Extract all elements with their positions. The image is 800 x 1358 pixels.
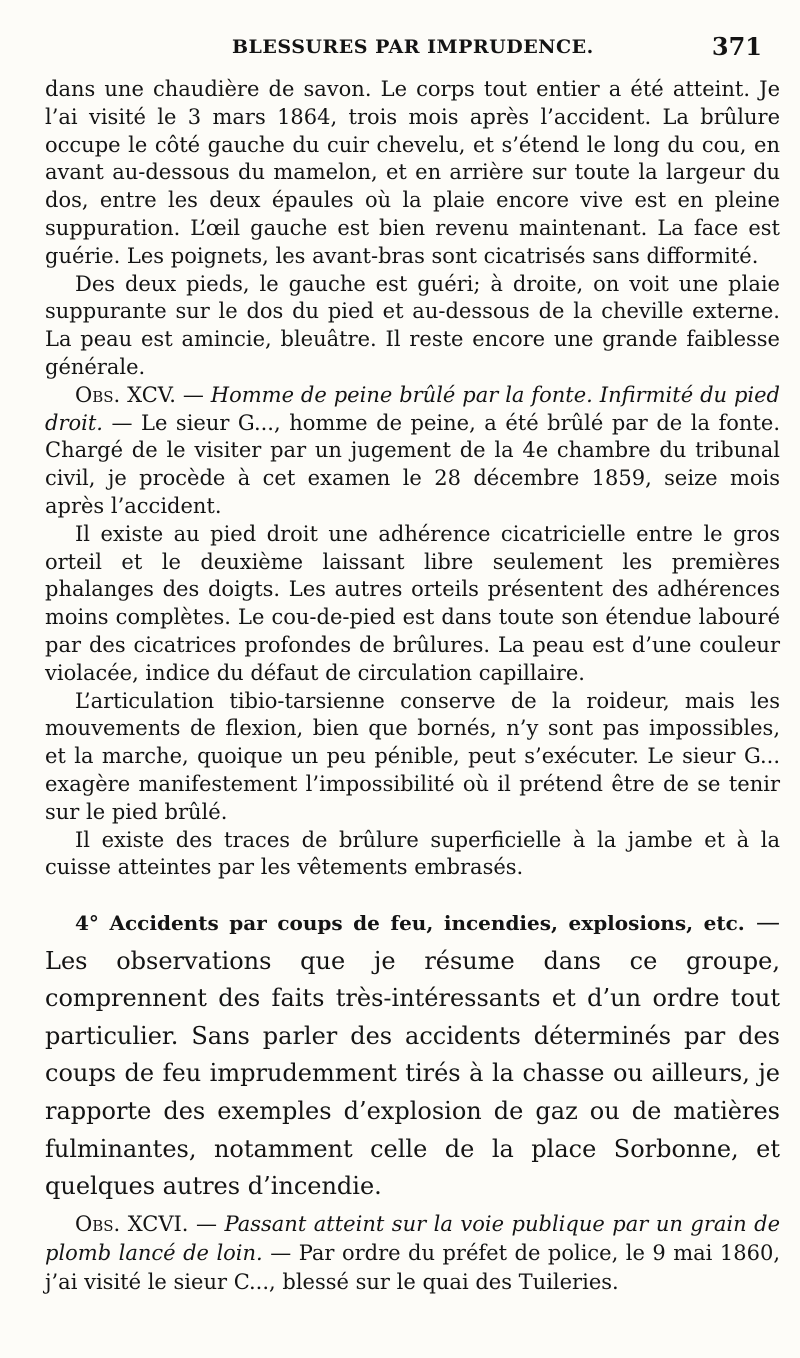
observation-95-title: Homme de peine brûlé par la fonte. Infirmité du pied droit. (45, 382, 780, 435)
observation-96-text: — Par ordre du préfet de police, le 9 mai 1860, j’ai visité le sieur C..., blessé sur le quai des Tuileries. (45, 1240, 781, 1294)
page-number: 371 (711, 32, 762, 61)
observation-96 (45, 1210, 780, 1297)
section-4-text: — Les observations que je résume dans ce groupe, comprennent des faits très-intéressants et d’un ordre tout particulier. Sans parler des accidents déterminés par des coups de feu imprudemment tirés à la chasse ou ailleurs, je rapporte des exemples d’explosion de gaz ou de matières fulminantes, notamment celle de la place Sorbonne, et quelques autres d’incendie. (45, 908, 780, 1201)
paragraph-traces: Il existe des traces de brûlure superficielle à la jambe et à la cuisse atteintes par les vêtements embrasés. (45, 827, 780, 880)
page-header (0, 32, 800, 66)
observation-95-dash: — (175, 382, 211, 407)
section-4 (45, 904, 780, 1206)
paragraph-joint: L’articulation tibio-tarsienne conserve de la roideur, mais les mouvements de flexion, bien que bornés, n’y sont pas impossibles, et la marche, quoique un peu pénible, peut s’exécuter. Le sieur G... exagère manifestement l’impossibilité où il prétend être de se tenir sur le pied brûlé. (45, 688, 780, 824)
paragraph-feet: Des deux pieds, le gauche est guéri; à droite, on voit une plaie suppurante sur le dos du pied et au-dessous de la cheville externe. La peau est amincie, bleuâtre. Il reste encore une grande faiblesse générale. (45, 271, 780, 379)
paragraph-burn-site: dans une chaudière de savon. Le corps tout entier a été atteint. Je l’ai visité le 3 mars 1864, trois mois après l’accident. La brûlure occupe le côté gauche du cuir chevelu, et s’étend le long du cou, en avant au-dessous du mamelon, et en arrière sur toute la largeur du dos, entre les deux épaules où la plaie encore vive est en pleine suppuration. L’œil gauche est bien revenu maintenant. La face est guérie. Les poignets, les avant-bras sont cicatrisés sans difformité. (45, 77, 780, 268)
body-text (45, 76, 780, 1297)
observation-96-label: Obs. XCVI. (75, 1211, 189, 1236)
observation-95-label: Obs. XCV. (75, 382, 176, 407)
paragraph-adhesion: Il existe au pied droit une adhérence cicatricielle entre le gros orteil et le deuxième laissant libre seulement les premières phalanges des doigts. Les autres orteils présentent des adhérences moins complètes. Le cou-de-pied est dans toute son étendue labouré par des cicatrices profondes de brûlures. La peau est d’une couleur violacée, indice du défaut de circulation capillaire. (45, 521, 780, 685)
observation-95 (45, 382, 780, 521)
observation-96-title: Passant atteint sur la voie publique par un grain de plomb lancé de loin. (45, 1211, 781, 1265)
section-4-heading: 4° Accidents par coups de feu, incendies, explosions, etc. (75, 911, 745, 936)
observation-96-dash: — (188, 1211, 225, 1236)
observation-95-text: — Le sieur G..., homme de peine, a été brûlé par de la fonte. Chargé de le visiter par un jugement de la 4e chambre du tribunal civil, je procède à cet examen le 28 décembre 1859, seize mois après l’accident. (45, 410, 780, 518)
running-title: BLESSURES PAR IMPRUDENCE. (232, 36, 594, 58)
